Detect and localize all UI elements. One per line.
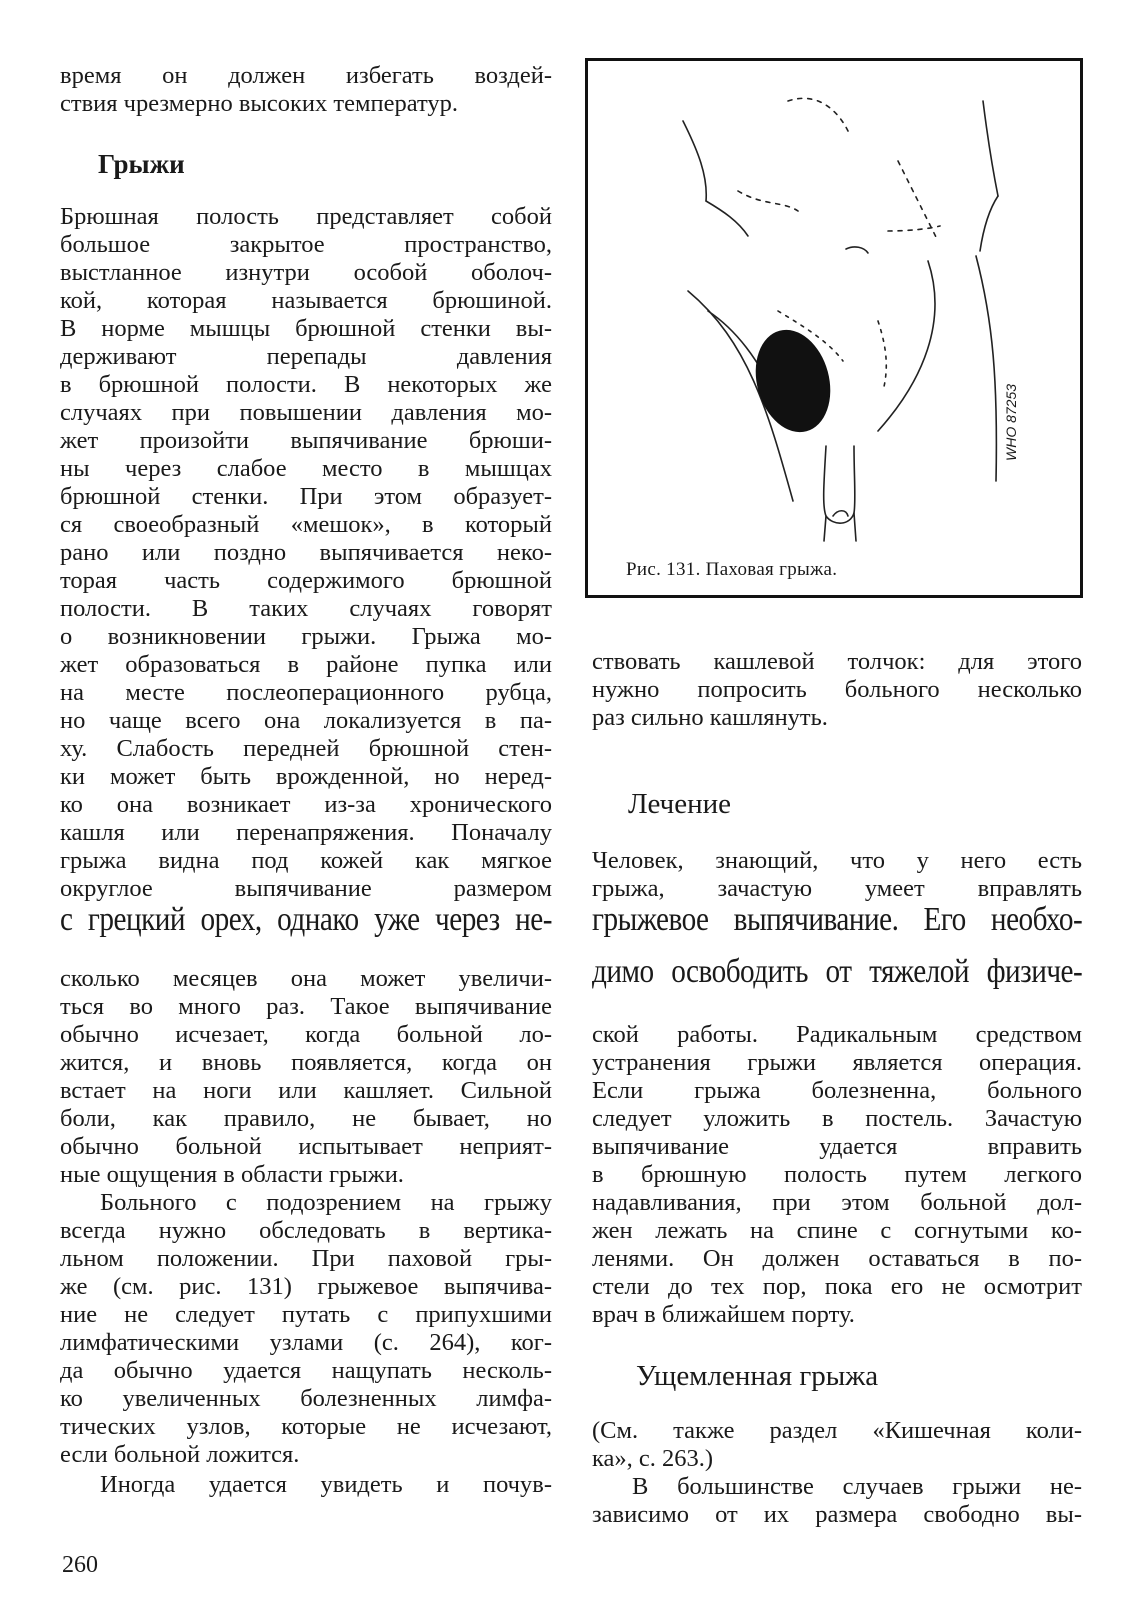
text-line: ко она возникает из-за хронического bbox=[60, 791, 552, 818]
waist-left-line bbox=[706, 201, 748, 236]
figure-131 bbox=[585, 58, 1083, 598]
text-line: ской работы. Радикальным средством bbox=[592, 1021, 1082, 1048]
text-line: устранения грыжи является операция. bbox=[592, 1049, 1082, 1076]
text-line: если больной ложится. bbox=[60, 1441, 300, 1468]
text-line: врач в ближайшем порту. bbox=[592, 1301, 855, 1328]
text-line: Если грыжа болезненна, больного bbox=[592, 1077, 1082, 1104]
text-line: да обычно удается нащупать несколь- bbox=[60, 1357, 552, 1384]
text-line: на месте послеоперационного рубца, bbox=[60, 679, 552, 706]
text-line: жет образоваться в районе пупка или bbox=[60, 651, 552, 678]
rib-dashed-line bbox=[788, 98, 848, 131]
text-line: Иногда удается увидеть и почув- bbox=[100, 1471, 552, 1498]
text-line: В норме мышцы брюшной стенки вы- bbox=[60, 315, 552, 342]
text-line: ка», с. 263.) bbox=[592, 1445, 714, 1472]
text-line: рано или поздно выпячивается неко- bbox=[60, 539, 552, 566]
text-line: (См. также раздел «Кишечная коли- bbox=[592, 1417, 1082, 1444]
text-line: стели до тех пор, пока его не осмотрит bbox=[592, 1273, 1082, 1300]
text-line: Брюшная полость представляет собой bbox=[60, 203, 552, 230]
figure-code: WHO 87253 bbox=[1003, 383, 1019, 461]
text-line: в брюшную полость путем легкого bbox=[592, 1161, 1082, 1188]
text-line: ся своеобразный «мешок», в который bbox=[60, 511, 552, 538]
text-line: ствовать кашлевой толчок: для этого bbox=[592, 648, 1082, 675]
text-line: жет произойти выпячивание брюши- bbox=[60, 427, 552, 454]
text-line: зависимо от их размера свободно вы- bbox=[592, 1501, 1082, 1528]
navel-line bbox=[846, 247, 868, 253]
text-line: жится, и вновь появляется, когда он bbox=[60, 1049, 552, 1076]
text-line: грыжа видна под кожей как мягкое bbox=[60, 847, 552, 874]
torso-right-upper-line bbox=[983, 101, 998, 196]
text-line: же (см. рис. 131) грыжевое выпячива- bbox=[60, 1273, 552, 1300]
text-line: димо освободить от тяжелой физиче- bbox=[592, 953, 1083, 990]
text-line: лимфатическими узлами (с. 264), ког- bbox=[60, 1329, 552, 1356]
text-line: выстланное изнутри особой оболоч- bbox=[60, 259, 552, 286]
text-line: ленями. Он должен оставаться в по- bbox=[592, 1245, 1082, 1272]
text-line: ные ощущения в области грыжи. bbox=[60, 1161, 404, 1188]
penis-tip bbox=[833, 511, 848, 516]
rib-dashed-line-2 bbox=[738, 191, 798, 211]
text-line: тических узлов, которые не исчезают, bbox=[60, 1413, 552, 1440]
section-heading-hernias: Грыжи bbox=[98, 149, 185, 179]
text-line: жен лежать на спине с согнутыми ко- bbox=[592, 1217, 1082, 1244]
text-line: Человек, знающий, что у него есть bbox=[592, 847, 1082, 874]
section-heading-strangulated-hernia: Ущемленная грыжа bbox=[636, 1360, 879, 1392]
text-line: ние не следует путать с припухшими bbox=[60, 1301, 552, 1328]
text-line: боли, как правило, не бывает, но bbox=[60, 1105, 552, 1132]
text-line: брюшной стенки. При этом образует- bbox=[60, 483, 552, 510]
text-line: раз сильно кашлянуть. bbox=[592, 704, 828, 731]
text-line: ны через слабое место в мышцах bbox=[60, 455, 552, 482]
text-line: надавливания, при этом больной дол- bbox=[592, 1189, 1082, 1216]
waist-right-line bbox=[980, 196, 998, 251]
inguinal-hernia-illustration bbox=[588, 61, 1080, 595]
text-line: округлое выпячивание размером bbox=[60, 875, 552, 902]
text-line: ху. Слабость передней брюшной стен- bbox=[60, 735, 552, 762]
text-line: время он должен избегать воздей- bbox=[60, 62, 552, 89]
text-line: следует уложить в постель. Зачастую bbox=[592, 1105, 1082, 1132]
text-line: льном положении. При паховой гры- bbox=[60, 1245, 552, 1272]
text-line: ко увеличенных болезненных лимфа- bbox=[60, 1385, 552, 1412]
text-line: с грецкий орех, однако уже через не- bbox=[60, 901, 552, 938]
text-line: обычно исчезает, когда больной ло- bbox=[60, 1021, 552, 1048]
hernia-bulge bbox=[745, 321, 841, 440]
text-line: выпячивание удается вправить bbox=[592, 1133, 1082, 1160]
text-line: ки может быть врожденной, но неред- bbox=[60, 763, 552, 790]
text-line: большое закрытое пространство, bbox=[60, 231, 552, 258]
text-line: грыжа, зачастую умеет вправлять bbox=[592, 875, 1082, 902]
text-line: В большинстве случаев грыжи не- bbox=[632, 1473, 1082, 1500]
text-line: но чаще всего она локализуется в па- bbox=[60, 707, 552, 734]
text-line: кой, которая называется брюшиной. bbox=[60, 287, 552, 314]
text-line: ться во много раз. Такое выпячивание bbox=[60, 993, 552, 1020]
section-heading-treatment: Лечение bbox=[628, 788, 731, 820]
right-groin-line bbox=[878, 261, 935, 431]
text-line: торая часть содержимого брюшной bbox=[60, 567, 552, 594]
text-line: держивают перепады давления bbox=[60, 343, 552, 370]
text-line: нужно попросить больного несколько bbox=[592, 676, 1082, 703]
text-line: Больного с подозрением на грыжу bbox=[100, 1189, 552, 1216]
text-line: о возникновении грыжи. Грыжа мо- bbox=[60, 623, 552, 650]
right-thigh-line bbox=[976, 256, 996, 481]
text-line: полости. В таких случаях говорят bbox=[60, 595, 552, 622]
text-line: сколько месяцев она может увеличи- bbox=[60, 965, 552, 992]
hip-dashed-line bbox=[878, 321, 886, 391]
torso-left-upper-line bbox=[683, 121, 706, 201]
text-line: всегда нужно обследовать в вертика- bbox=[60, 1217, 552, 1244]
text-line: встает на ноги или кашляет. Сильной bbox=[60, 1077, 552, 1104]
page-number: 260 bbox=[62, 1552, 98, 1578]
text-line: в брюшной полости. В некоторых же bbox=[60, 371, 552, 398]
text-line: кашля или перенапряжения. Поначалу bbox=[60, 819, 552, 846]
text-line: обычно больной испытывает неприят- bbox=[60, 1133, 552, 1160]
text-line: ствия чрезмерно высоких температур. bbox=[60, 90, 458, 117]
text-line: случаях при повышении давления мо- bbox=[60, 399, 552, 426]
figure-caption: Рис. 131. Паховая грыжа. bbox=[626, 559, 838, 580]
text-line: грыжевое выпячивание. Его необхо- bbox=[592, 901, 1083, 938]
abdomen-dashed-line bbox=[888, 226, 940, 231]
